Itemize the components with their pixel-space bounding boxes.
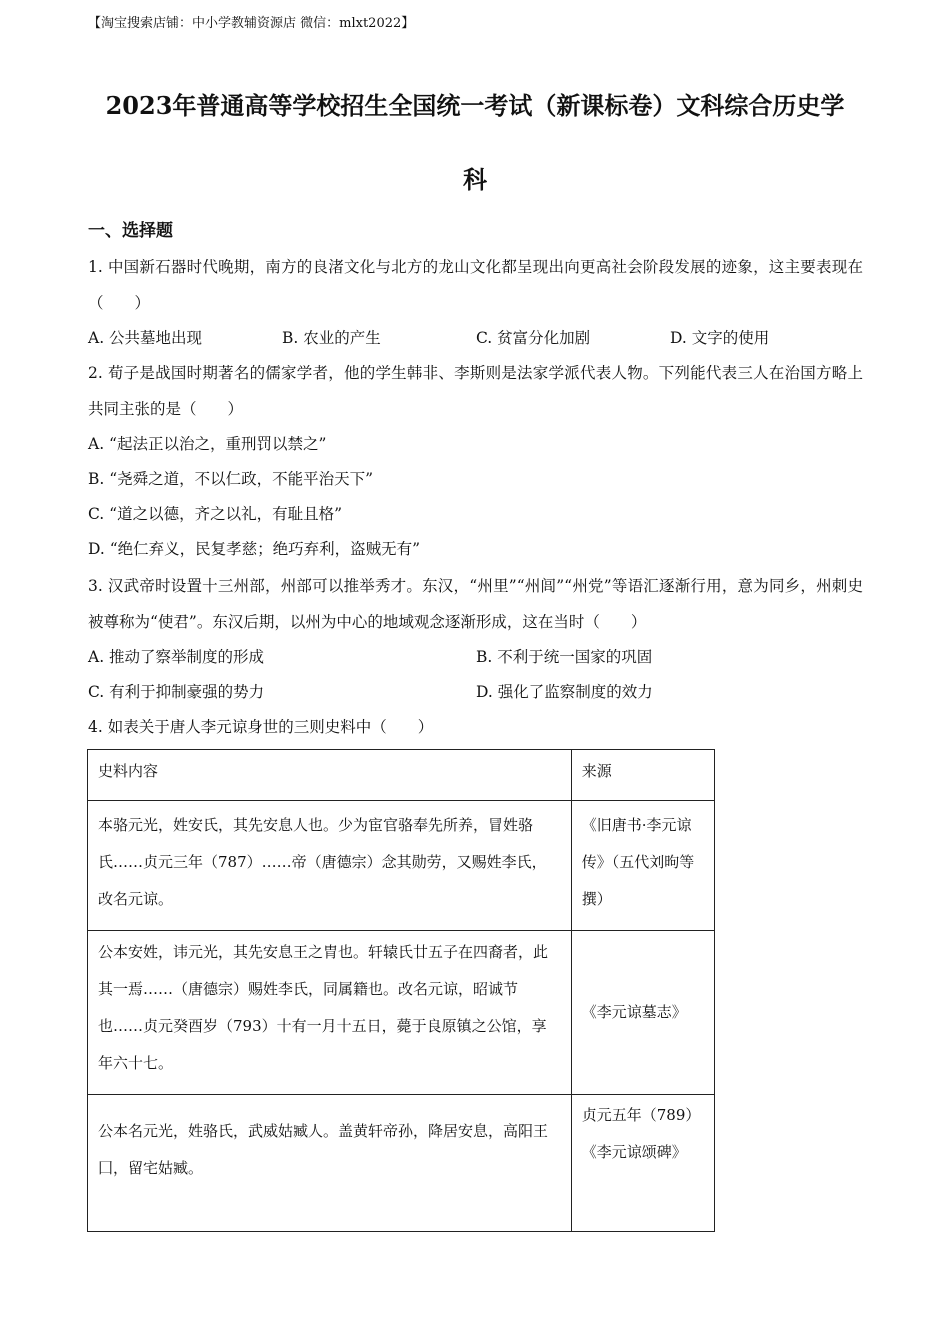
table-header-content: 史料内容	[88, 750, 572, 801]
question-4-stem: 4. 如表关于唐人李元谅身世的三则史料中（ ）	[88, 718, 434, 736]
question-2-option-d: D. “绝仁弃义，民复孝慈；绝巧弃利，盗贼无有”	[88, 540, 421, 558]
source-table	[87, 749, 715, 1232]
table-cell-source: 《旧唐书·李元谅传》（五代刘昫等撰）	[571, 801, 714, 931]
question-2-option-c: C. “道之以德，齐之以礼，有耻且格”	[88, 505, 343, 523]
question-3-option-b: B. 不利于统一国家的巩固	[476, 648, 653, 666]
question-2-option-b: B. “尧舜之道，不以仁政，不能平治天下”	[88, 470, 374, 488]
table-cell-content: 本骆元光，姓安氏，其先安息人也。少为宦官骆奉先所养，冒姓骆氏……贞元三年（787）……帝（唐德宗）念其勋劳，又赐姓李氏，改名元谅。	[88, 801, 572, 931]
table-header-row	[88, 750, 715, 801]
question-3-option-d: D. 强化了监察制度的效力	[476, 683, 653, 701]
question-1-option-b: B. 农业的产生	[282, 329, 381, 347]
question-2-stem: 2. 荀子是战国时期著名的儒家学者，他的学生韩非、李斯则是法家学派代表人物。下列能代表三人在治国方略上共同主张的是（ ）	[88, 364, 863, 418]
question-1-option-d: D. 文字的使用	[670, 329, 770, 347]
question-1-option-a: A. 公共墓地出现	[88, 329, 203, 347]
watermark-text: 【淘宝搜索店铺：中小学教辅资源店 微信：mlxt2022】	[88, 16, 415, 31]
table-cell-source: 贞元五年（789）《李元谅颂碑》	[571, 1095, 714, 1232]
page-title-line-2: 科	[463, 165, 487, 194]
table-header-source: 来源	[571, 750, 714, 801]
question-1-stem: 1. 中国新石器时代晚期，南方的良渚文化与北方的龙山文化都呈现出向更高社会阶段发展的迹象，这主要表现在（ ）	[88, 258, 863, 312]
table-cell-source: 《李元谅墓志》	[571, 931, 714, 1095]
section-heading: 一、选择题	[88, 221, 173, 241]
table-row	[88, 931, 715, 1095]
page-title-line-1: 2023年普通高等学校招生全国统一考试（新课标卷）文科综合历史学	[105, 91, 845, 120]
table-row	[88, 1095, 715, 1232]
table-cell-content: 公本名元光，姓骆氏，武威姑臧人。盖黄轩帝孙，降居安息，高阳王囗，留宅姑臧。	[88, 1095, 572, 1232]
question-3-option-a: A. 推动了察举制度的形成	[88, 648, 265, 666]
table-cell-content: 公本安姓，讳元光，其先安息王之胄也。轩辕氏廿五子在四裔者，此其一焉……（唐德宗）赐姓李氏，同属籍也。改名元谅，昭诚节也……贞元癸酉岁（793）十有一月十五日，薨于良原镇之公馆，享年六十七。	[88, 931, 572, 1095]
question-3-stem: 3. 汉武帝时设置十三州部，州部可以推举秀才。东汉，“州里”“州闾”“州党”等语汇逐渐行用，意为同乡，州刺史被尊称为“使君”。东汉后期，以州为中心的地域观念逐渐形成，这在当时（ ）	[88, 577, 863, 631]
question-1-option-c: C. 贫富分化加剧	[476, 329, 591, 347]
question-2-option-a: A. “起法正以治之，重刑罚以禁之”	[88, 435, 327, 453]
table-row	[88, 801, 715, 931]
question-3-option-c: C. 有利于抑制豪强的势力	[88, 683, 265, 701]
